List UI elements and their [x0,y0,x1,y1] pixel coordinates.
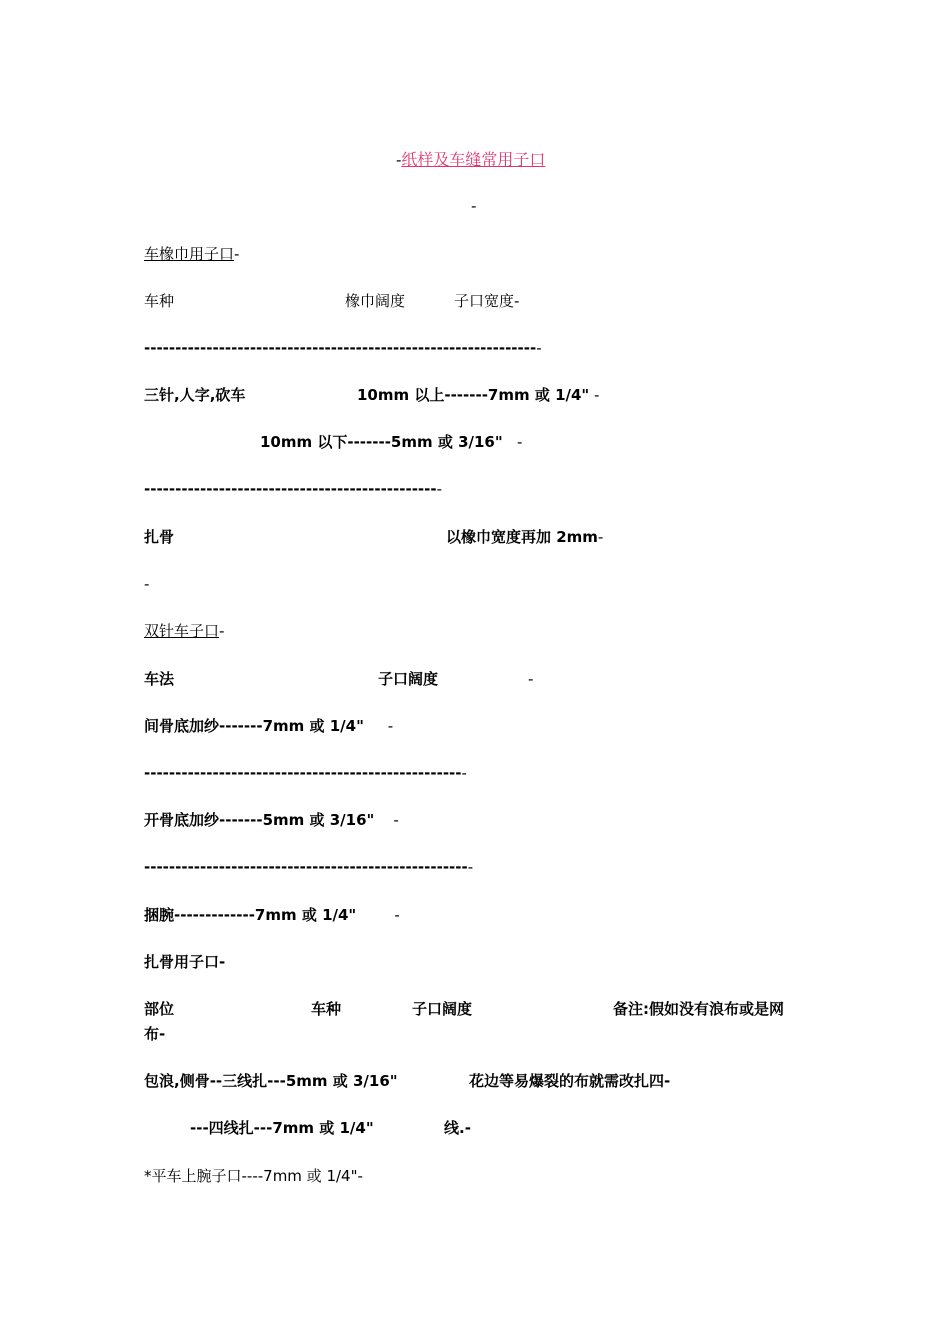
sec2-row2-value: 开骨底加纱-------5mm 或 3/16" [144,811,375,829]
sec1-rule1 [144,336,542,360]
sec1-row3 [446,525,603,549]
sec2-row3-value: 捆腕-------------7mm 或 1/4" [144,906,357,924]
title-link[interactable]: 纸样及车缝常用子口 [401,150,546,169]
sec1-row1 [357,383,599,407]
sec1-row1-type: 三针,人字,砍车 [144,386,246,404]
sec2-rule1-suffix: - [461,764,467,782]
sec2-rule1-dashes: --------------------------------------------------- [144,764,462,782]
sec3-row1-note: 花边等易爆裂的布就需改扎四- [469,1072,671,1090]
sec2-col-width: 子口阔度 [378,670,439,688]
sec1-col-seam: 子口宽度- [454,292,520,310]
sec3-row1: 包浪,侧骨--三线扎---5mm 或 3/16" [144,1072,398,1090]
document-title [396,148,545,172]
sec1-rule2 [144,477,442,501]
sec1-rule2-dashes: ----------------------------------------------- [144,480,437,498]
sec2-row2 [144,808,399,832]
section2-heading-suffix: - [219,622,225,640]
sec3-col-note-part2: 布- [144,1025,166,1043]
sec1-row3-value: 以橡巾宽度再加 2mm [446,528,598,546]
sec2-col-method: 车法 [144,670,175,688]
sec2-row1-suffix: - [387,717,394,735]
footer-note: *平车上腕子口----7mm 或 1/4"- [144,1167,363,1185]
sec3-col-part: 部位 [144,1000,175,1018]
sec1-rule1-dashes: --------------------------------------------------------------- [144,339,537,357]
section1-heading-suffix: - [234,245,240,263]
section2-heading-text: 双针车子口 [144,622,220,640]
section3-heading: 扎骨用子口- [144,953,226,971]
sec1-row2 [260,430,522,454]
sec3-col-type: 车种 [311,1000,342,1018]
sec2-rule2-dashes: ---------------------------------------------------- [144,858,468,876]
sec1-rule2-suffix: - [436,480,443,498]
sec2-row2-suffix: - [393,811,399,829]
title-prefix: - [396,150,402,169]
sec2-row3-suffix: - [394,906,400,924]
sec2-rule2 [144,855,473,879]
sec1-row2-value: 10mm 以下-------5mm 或 3/16" [260,433,503,451]
sec1-row3-suffix: - [597,528,604,546]
sec2-col-suffix: - [528,670,534,688]
sec1-col-type: 车种 [144,292,175,310]
sec1-rule1-suffix: - [536,339,542,357]
sec1-col-width: 橡巾阔度 [345,292,406,310]
sec3-row2-note: 线.- [444,1119,471,1137]
sec1-row1-value: 10mm 以上-------7mm 或 1/4" [357,386,590,404]
sec3-row2: ---四线扎---7mm 或 1/4" [190,1119,374,1137]
sec2-row1 [144,714,393,738]
section2-heading [144,619,224,643]
sec2-rule2-suffix: - [467,858,474,876]
sec3-col-width: 子口阔度 [412,1000,473,1018]
section1-heading-text: 车橡巾用子口 [144,245,235,263]
sec3-col-note-part1: 备注:假如没有浪布或是网 [613,1000,784,1018]
sec1-row1-suffix: - [594,386,600,404]
sec2-rule1 [144,761,467,785]
sec1-row3-type: 扎骨 [144,528,175,546]
sec2-row3 [144,903,400,927]
sec1-blank-dash: - [144,575,150,593]
sec2-row1-value: 间骨底加纱-------7mm 或 1/4" [144,717,364,735]
dash-line: - [471,197,477,215]
sec1-row2-suffix: - [517,433,523,451]
section1-heading [144,242,239,266]
